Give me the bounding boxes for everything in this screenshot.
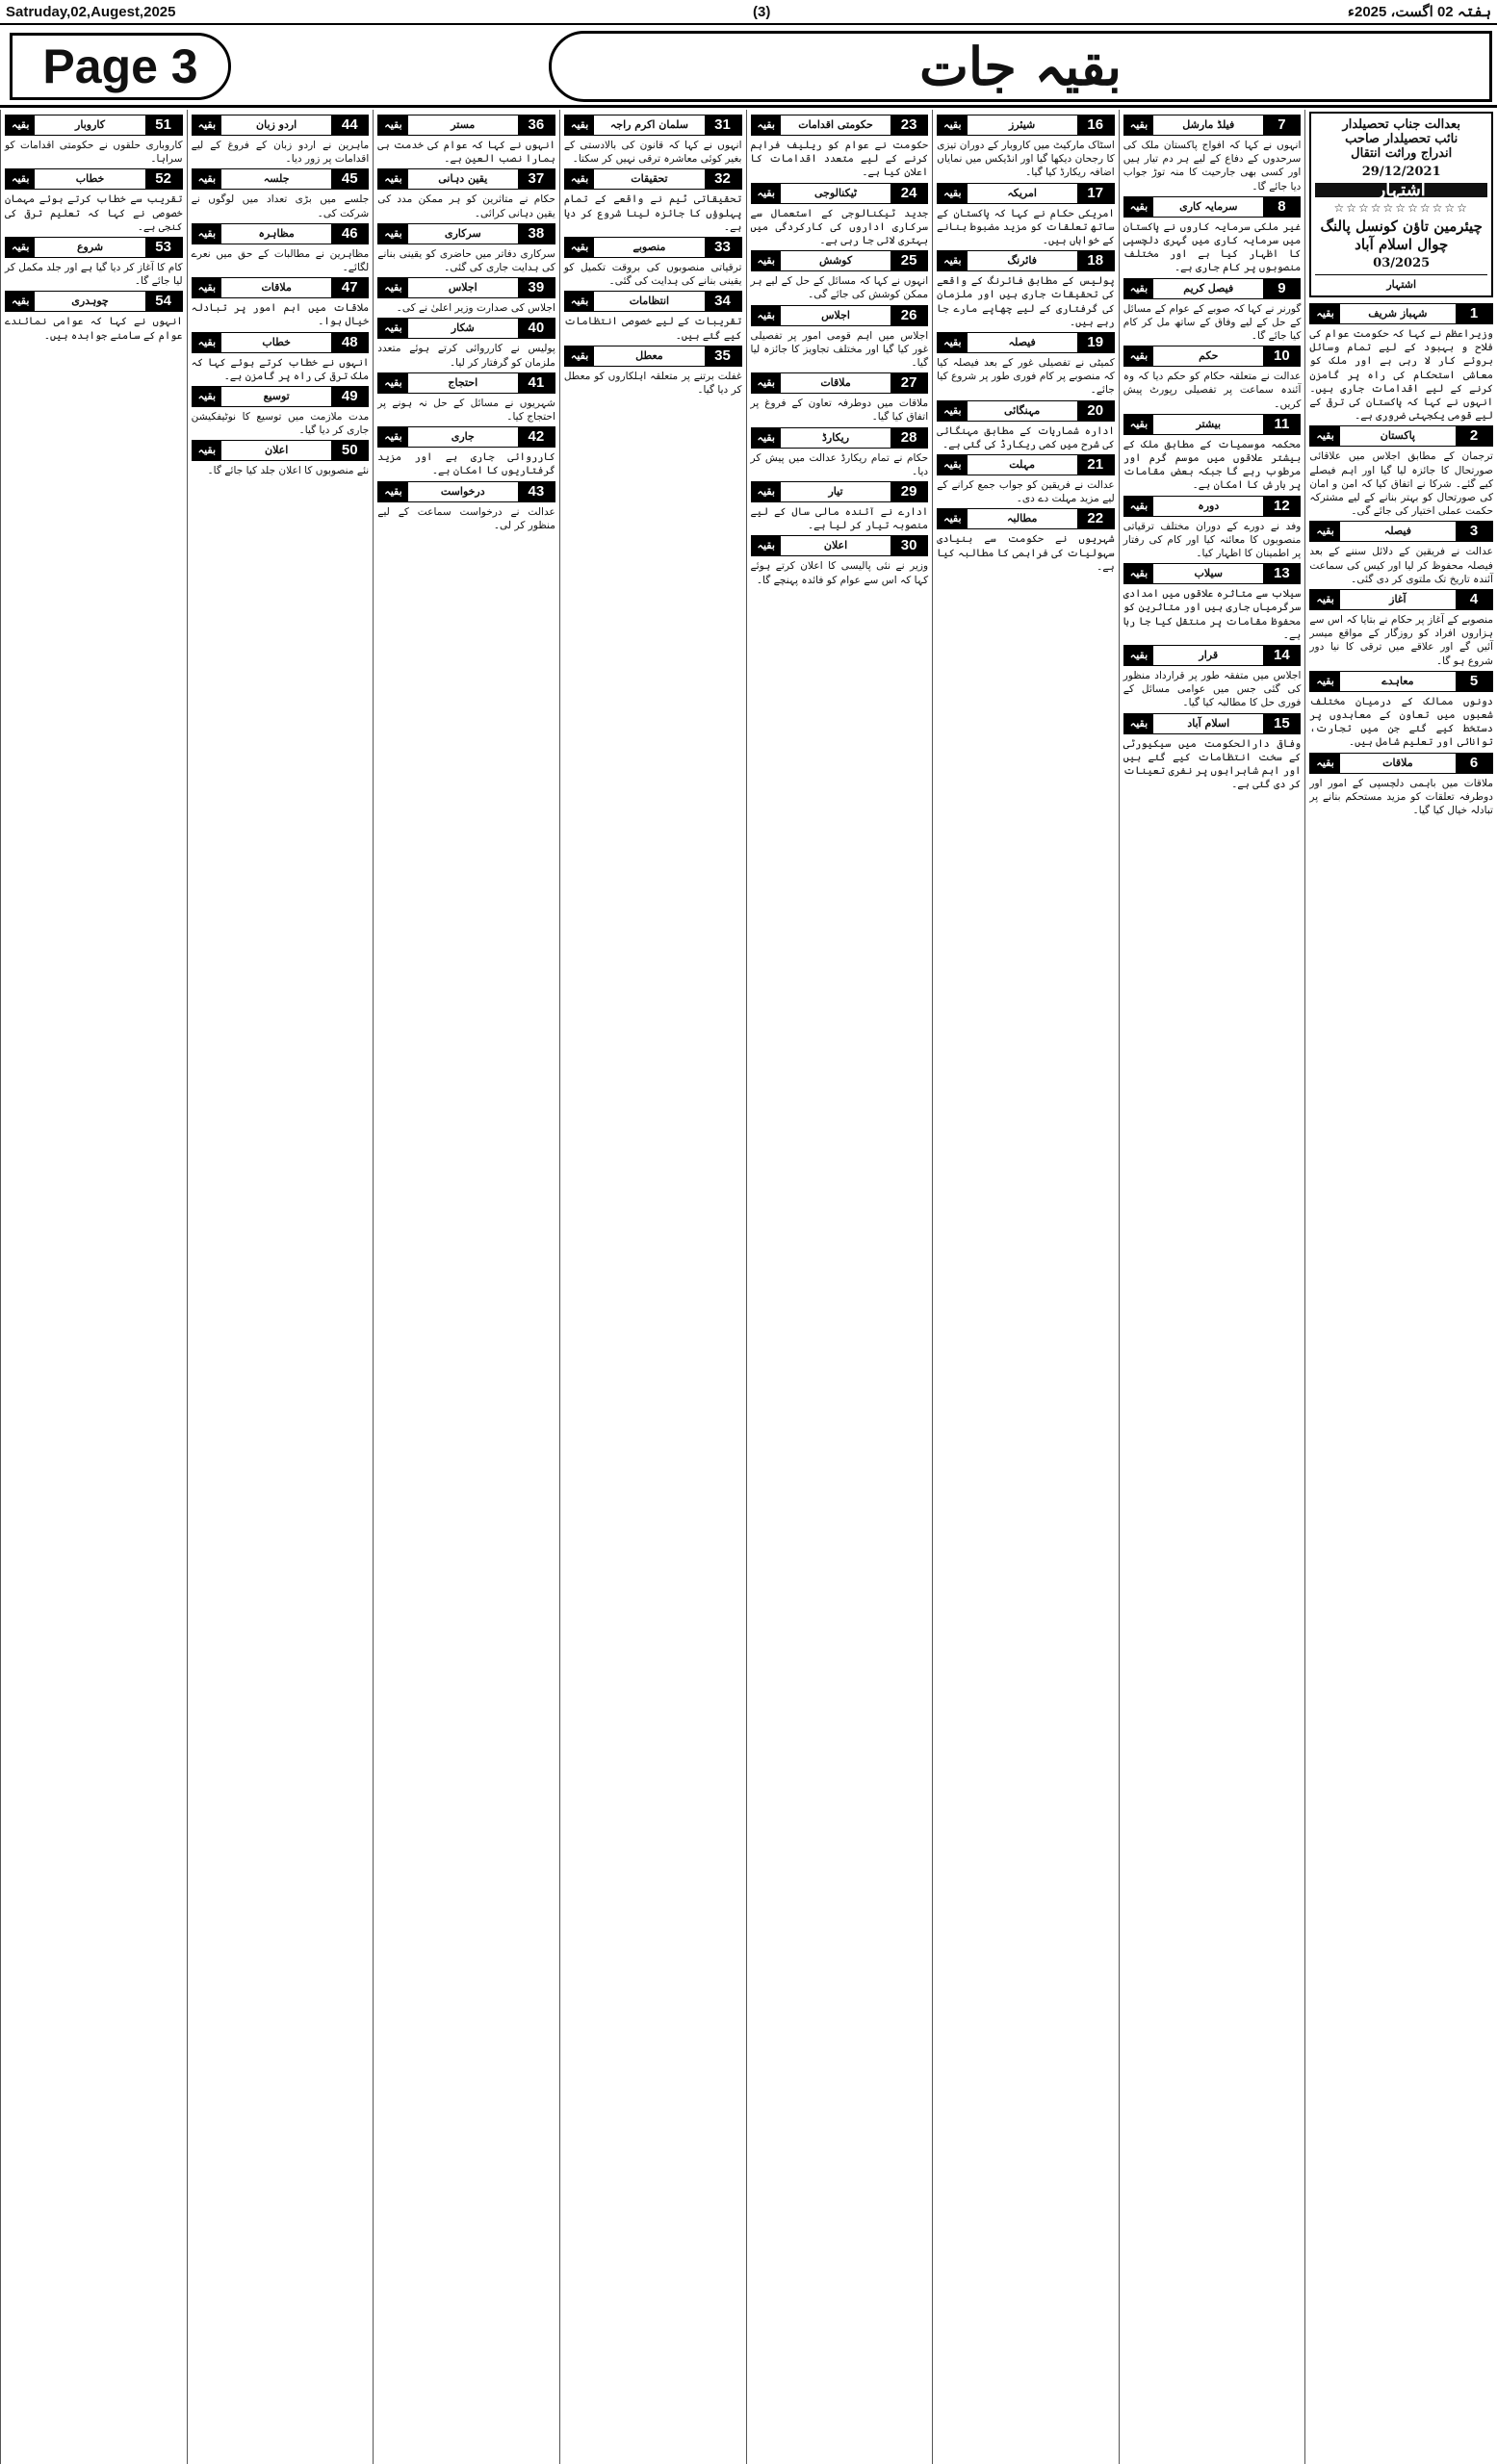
section-number: 41 — [518, 373, 555, 393]
section-title: شہباز شریف — [1368, 306, 1428, 320]
section-title: خطاب — [262, 335, 291, 348]
section-title: امریکہ — [1007, 186, 1037, 199]
section-baqia-label: بقیہ — [752, 536, 781, 555]
section-title: سرکاری — [444, 226, 481, 240]
section-baqia-label: بقیہ — [752, 428, 781, 448]
section-title: فیلڈ مارشل — [1182, 117, 1235, 131]
section-baqia-label: بقیہ — [938, 251, 967, 270]
section-header — [1123, 414, 1302, 435]
section-title: فائرنگ — [1007, 254, 1037, 268]
section-header — [564, 291, 742, 312]
section-number: 11 — [1263, 415, 1300, 434]
section-baqia-label: بقیہ — [378, 278, 407, 297]
section-body: ادارے نے آئندہ مالی سال کے لیے منصوبہ تیار کر لیا ہے۔ — [750, 506, 929, 532]
section-baqia-label: بقیہ — [378, 427, 407, 447]
section-header — [1309, 521, 1493, 542]
section-number: 45 — [331, 169, 368, 189]
section-number: 15 — [1263, 714, 1300, 733]
section-baqia-label: بقیہ — [565, 292, 594, 311]
section-baqia-label: بقیہ — [193, 441, 221, 460]
section-number: 34 — [705, 292, 741, 311]
section-number: 19 — [1077, 333, 1114, 352]
section-body: تقریب سے خطاب کرتے ہوئے مہمان خصوصی نے کہا کہ تعلیم ترقی کی کنجی ہے۔ — [5, 193, 183, 233]
section-number: 17 — [1077, 184, 1114, 203]
section-title: تیار — [828, 484, 843, 498]
section-baqia-label: بقیہ — [938, 455, 967, 475]
section-body: وزیر نے نئی پالیسی کا اعلان کرتے ہوئے کہا کہ اس سے عوام کو فائدہ پہنچے گا۔ — [750, 560, 929, 586]
section-number: 46 — [331, 224, 368, 244]
date-english: Satruday,02,Augest,2025 — [6, 3, 176, 20]
section-header — [751, 115, 929, 136]
section-header — [1123, 563, 1302, 584]
notice-date: 29/12/2021 — [1361, 165, 1441, 179]
section-header — [377, 168, 555, 190]
page-number: (3) — [753, 3, 771, 20]
section-number: 1 — [1456, 304, 1492, 323]
section-number: 7 — [1263, 116, 1300, 135]
section-title: تحقیقات — [631, 172, 668, 186]
section-body: امریکی حکام نے کہا کہ پاکستان کے ساتھ تعلقات کو مزید مضبوط بنانے کے خواہاں ہیں۔ — [937, 207, 1115, 247]
section-baqia-label: بقیہ — [1124, 714, 1153, 733]
section-header — [5, 115, 183, 136]
section-body: ملاقات میں اہم امور پر تبادلہ خیال ہوا۔ — [191, 302, 370, 328]
notice-subtitle: نائب تحصیلدار صاحب — [1345, 132, 1458, 146]
section-header — [1123, 115, 1302, 136]
section-baqia-label: بقیہ — [378, 319, 407, 338]
section-number: 38 — [518, 224, 555, 244]
section-number: 18 — [1077, 251, 1114, 270]
section-body: انہوں نے خطاب کرتے ہوئے کہا کہ ملک ترقی کی راہ پر گامزن ہے۔ — [191, 356, 370, 382]
column-8 — [0, 110, 187, 2464]
section-title: جاری — [451, 430, 475, 444]
section-header — [1123, 278, 1302, 299]
section-header — [192, 277, 370, 298]
section-baqia-label: بقیہ — [1124, 279, 1153, 298]
section-number: 47 — [331, 278, 368, 297]
section-baqia-label: بقیہ — [378, 224, 407, 244]
section-baqia-label: بقیہ — [378, 169, 407, 189]
section-header — [751, 481, 929, 502]
section-baqia-label: بقیہ — [565, 238, 594, 257]
section-body: اجلاس کی صدارت وزیر اعلیٰ نے کی۔ — [396, 302, 555, 315]
section-baqia-label: بقیہ — [1124, 646, 1153, 665]
section-number: 20 — [1077, 401, 1114, 421]
section-baqia-label: بقیہ — [752, 373, 781, 393]
section-body: حکومت نے عوام کو ریلیف فراہم کرنے کے لیے متعدد اقدامات کا اعلان کیا ہے۔ — [750, 140, 929, 179]
section-header — [1123, 496, 1302, 517]
section-header — [377, 372, 555, 394]
section-baqia-label: بقیہ — [1310, 672, 1339, 691]
section-baqia-label: بقیہ — [193, 333, 221, 352]
section-number: 24 — [890, 184, 927, 203]
section-number: 35 — [705, 346, 741, 366]
section-number: 12 — [1263, 497, 1300, 516]
section-baqia-label: بقیہ — [6, 116, 35, 135]
section-title: کاروبار — [75, 117, 105, 131]
section-baqia-label: بقیہ — [938, 184, 967, 203]
section-number: 32 — [705, 169, 741, 189]
section-number: 31 — [705, 116, 741, 135]
section-body: ماہرین نے اردو زبان کے فروغ کے لیے اقدامات پر زور دیا۔ — [191, 140, 370, 166]
section-title: ملاقات — [820, 376, 851, 390]
section-body: انہوں نے کہا کہ عوام کی خدمت ہی ہمارا نصب العین ہے۔ — [377, 140, 555, 166]
section-header — [751, 535, 929, 556]
section-header — [564, 237, 742, 258]
section-body: محکمہ موسمیات کے مطابق ملک کے بیشتر علاقوں میں موسم گرم اور مرطوب رہے گا جبکہ بعض مقامات پر بارش کا امکان ہے۔ — [1123, 438, 1302, 492]
section-header — [377, 277, 555, 298]
section-header — [937, 183, 1115, 204]
section-number: 26 — [890, 306, 927, 325]
section-header — [1309, 589, 1493, 610]
section-baqia-label: بقیہ — [378, 482, 407, 501]
masthead — [0, 27, 1497, 108]
section-title: مہلت — [1009, 457, 1036, 471]
section-title: معطل — [635, 348, 663, 362]
section-body: شہریوں نے مسائل کے حل نہ ہونے پر احتجاج کیا۔ — [377, 397, 555, 424]
section-header — [1309, 303, 1493, 324]
section-baqia-label: بقیہ — [193, 224, 221, 244]
section-baqia-label: بقیہ — [1124, 116, 1153, 135]
section-title: فیصل کریم — [1183, 281, 1234, 295]
section-number: 29 — [890, 482, 927, 501]
section-number: 54 — [145, 292, 182, 311]
section-body: اجلاس میں متفقہ طور پر قرارداد منظور کی گئی جس میں عوامی مسائل کے فوری حل کا مطالبہ کیا گیا۔ — [1123, 670, 1302, 709]
section-body: حکام نے تمام ریکارڈ عدالت میں پیش کر دیا۔ — [750, 451, 929, 477]
notice-agency: اشتہار — [1315, 183, 1487, 197]
section-header — [1309, 671, 1493, 692]
legal-notice — [1309, 112, 1493, 297]
section-title: چوہدری — [71, 295, 109, 308]
section-title: آغاز — [1389, 592, 1407, 605]
section-title: اسلام آباد — [1187, 716, 1230, 730]
section-baqia-label: بقیہ — [1310, 304, 1339, 323]
notice-office: چیئرمین تاؤن کونسل پالنگ — [1320, 218, 1483, 235]
section-number: 36 — [518, 116, 555, 135]
section-title: کوشش — [818, 254, 853, 268]
section-baqia-label: بقیہ — [565, 346, 594, 366]
section-title: جلسہ — [263, 172, 290, 186]
section-title: پاکستان — [1380, 429, 1415, 443]
section-body: وزیراعظم نے کہا کہ حکومت عوام کی فلاح و بہبود کے لیے تمام وسائل بروئے کار لا رہی ہے اور ملک کو معاشی استحکام کی راہ پر گامزن کرنے کے لیے اقدامات جاری ہیں۔ انہوں نے کہا کہ پاکستان کی ترقی کے لیے قومی یکجہتی ضروری ہے۔ — [1309, 328, 1493, 423]
section-number: 16 — [1077, 116, 1114, 135]
section-body: کام کا آغاز کر دیا گیا ہے اور جلد مکمل کر لیا جائے گا۔ — [5, 262, 183, 288]
section-body: انہوں نے کہا کہ افواج پاکستان ملک کی سرحدوں کے دفاع کے لیے ہر دم تیار ہیں اور کسی بھی جارحیت کا منہ توڑ جواب دیا جائے گا۔ — [1123, 140, 1302, 192]
section-header — [192, 386, 370, 407]
section-header — [937, 250, 1115, 271]
section-title: ملاقات — [1382, 756, 1413, 769]
section-number: 42 — [518, 427, 555, 447]
section-number: 37 — [518, 169, 555, 189]
section-body: ملاقات میں باہمی دلچسپی کے امور اور دوطرفہ تعلقات کو مزید مستحکم بنانے پر تبادلہ خیال کیا گیا۔ — [1309, 777, 1493, 817]
section-number: 52 — [145, 169, 182, 189]
column-5 — [559, 110, 746, 2464]
column-4 — [746, 110, 933, 2464]
section-header — [751, 427, 929, 449]
section-title: ملاقات — [261, 281, 292, 295]
section-header — [192, 440, 370, 461]
section-body: اجلاس میں اہم قومی امور پر تفصیلی غور کیا گیا اور مختلف تجاویز کا جائزہ لیا گیا۔ — [750, 329, 929, 370]
section-number: 43 — [518, 482, 555, 501]
section-baqia-label: بقیہ — [1310, 754, 1339, 773]
section-number: 10 — [1263, 346, 1300, 366]
section-number: 30 — [890, 536, 927, 555]
section-body: ترقیاتی منصوبوں کی بروقت تکمیل کو یقینی بنانے کی ہدایت کی گئی۔ — [563, 262, 742, 288]
column-2 — [1119, 110, 1305, 2464]
section-number: 28 — [890, 428, 927, 448]
section-header — [564, 115, 742, 136]
section-number: 50 — [331, 441, 368, 460]
section-number: 33 — [705, 238, 741, 257]
section-number: 44 — [331, 116, 368, 135]
section-baqia-label: بقیہ — [938, 116, 967, 135]
section-body: پولیس نے کارروائی کرتے ہوئے متعدد ملزمان کو گرفتار کر لیا۔ — [377, 343, 555, 369]
section-body: نئے منصوبوں کا اعلان جلد کیا جائے گا۔ — [207, 465, 370, 477]
section-header — [1123, 346, 1302, 367]
section-body: شہریوں نے حکومت سے بنیادی سہولیات کی فراہمی کا مطالبہ کیا ہے۔ — [937, 533, 1115, 573]
section-baqia-label: بقیہ — [1310, 426, 1339, 446]
section-baqia-label: بقیہ — [6, 238, 35, 257]
section-body: عدالت نے فریقین کو جواب جمع کرانے کے لیے مزید مہلت دے دی۔ — [937, 479, 1115, 505]
section-baqia-label: بقیہ — [6, 292, 35, 311]
section-title: منصوبے — [632, 240, 666, 253]
section-number: 39 — [518, 278, 555, 297]
section-body: عدالت نے فریقین کے دلائل سننے کے بعد فیصلہ محفوظ کر لیا اور کیس کی سماعت آئندہ تاریخ تک ملتوی کر دی گئی۔ — [1309, 546, 1493, 585]
column-6 — [373, 110, 559, 2464]
section-number: 21 — [1077, 455, 1114, 475]
section-header — [751, 305, 929, 326]
section-body: تقریبات کے لیے خصوصی انتظامات کیے گئے ہیں۔ — [563, 316, 742, 342]
section-title: اجلاس — [448, 281, 477, 295]
section-number: 51 — [145, 116, 182, 135]
section-body: انہوں نے کہا کہ مسائل کے حل کے لیے ہر ممکن کوشش کی جائے گی۔ — [750, 275, 929, 301]
section-number: 3 — [1456, 522, 1492, 541]
section-baqia-label: بقیہ — [752, 184, 781, 203]
section-title: سرمایہ کاری — [1179, 199, 1238, 213]
section-baqia-label: بقیہ — [193, 278, 221, 297]
section-body: منصوبے کے آغاز پر حکام نے بتایا کہ اس سے ہزاروں افراد کو روزگار کے مواقع میسر آئیں گے اور علاقے میں ترقی کا نیا دور شروع ہو گا۔ — [1309, 614, 1493, 667]
section-baqia-label: بقیہ — [752, 116, 781, 135]
section-header — [564, 346, 742, 367]
section-header — [751, 183, 929, 204]
column-1 — [1304, 110, 1497, 2464]
section-title: بیشتر — [1196, 417, 1222, 430]
section-number: 6 — [1456, 754, 1492, 773]
section-baqia-label: بقیہ — [565, 169, 594, 189]
section-baqia-label: بقیہ — [1310, 522, 1339, 541]
section-header — [751, 250, 929, 271]
section-header — [1123, 645, 1302, 666]
section-baqia-label: بقیہ — [378, 373, 407, 393]
section-number: 53 — [145, 238, 182, 257]
notice-ref: 03/2025 — [1373, 256, 1431, 270]
notice-footer: اشتہار — [1315, 274, 1487, 292]
section-body: سیلاب سے متاثرہ علاقوں میں امدادی سرگرمیاں جاری ہیں اور متاثرین کو محفوظ مقامات پر منتقل کیا جا رہا ہے۔ — [1123, 588, 1302, 641]
section-baqia-label: بقیہ — [193, 387, 221, 406]
section-baqia-label: بقیہ — [938, 333, 967, 352]
section-header — [192, 168, 370, 190]
section-number: 23 — [890, 116, 927, 135]
section-header — [377, 318, 555, 339]
section-title: اعلان — [823, 539, 848, 552]
section-header — [5, 237, 183, 258]
section-title: سلمان اکرم راجہ — [609, 117, 688, 131]
notice-place: چوال اسلام آباد — [1355, 236, 1449, 253]
page-title: بقیہ جات — [549, 31, 1492, 102]
section-number: 2 — [1456, 426, 1492, 446]
section-baqia-label: بقیہ — [1310, 590, 1339, 609]
section-title: توسیع — [263, 389, 290, 402]
section-number: 22 — [1077, 509, 1114, 528]
section-header — [564, 168, 742, 190]
section-header — [937, 332, 1115, 353]
section-title: فیصلہ — [1383, 525, 1411, 538]
section-title: سیلاب — [1194, 567, 1223, 580]
section-header — [377, 481, 555, 502]
columns-area — [0, 110, 1497, 2464]
section-title: مہنگائی — [1003, 403, 1041, 417]
section-header — [5, 291, 183, 312]
section-body: سرکاری دفاتر میں حاضری کو یقینی بنانے کی ہدایت جاری کی گئی۔ — [377, 247, 555, 274]
section-baqia-label: بقیہ — [193, 169, 221, 189]
section-header — [5, 168, 183, 190]
notice-stars: ☆☆☆☆☆☆☆☆☆☆☆ — [1333, 201, 1469, 215]
section-baqia-label: بقیہ — [1124, 415, 1153, 434]
section-title: مطالبہ — [1006, 512, 1038, 526]
section-number: 5 — [1456, 672, 1492, 691]
section-title: ریکارڈ — [822, 430, 850, 444]
section-baqia-label: بقیہ — [1124, 197, 1153, 217]
section-body: انہوں نے کہا کہ عوامی نمائندے عوام کے سامنے جوابدہ ہیں۔ — [5, 316, 183, 342]
section-header — [1309, 425, 1493, 447]
section-title: درخواست — [440, 484, 485, 498]
section-body: جدید ٹیکنالوجی کے استعمال سے سرکاری اداروں کی کارکردگی میں بہتری لائی جا رہی ہے۔ — [750, 207, 929, 247]
section-baqia-label: بقیہ — [1124, 497, 1153, 516]
section-body: کارروائی جاری ہے اور مزید گرفتاریوں کا امکان ہے۔ — [377, 451, 555, 477]
notice-heading: اندراج وراثت انتقال — [1351, 146, 1453, 161]
section-body: ادارہ شماریات کے مطابق مہنگائی کی شرح میں کمی ریکارڈ کی گئی ہے۔ — [937, 424, 1115, 450]
section-title: فیصلہ — [1008, 335, 1036, 348]
section-baqia-label: بقیہ — [752, 306, 781, 325]
section-title: اعلان — [265, 444, 289, 457]
section-body: عدالت نے متعلقہ حکام کو حکم دیا کہ وہ آئندہ سماعت پر تفصیلی رپورٹ پیش کریں۔ — [1123, 371, 1302, 410]
section-body: حکام نے متاثرین کو ہر ممکن مدد کی یقین دہانی کرائی۔ — [377, 193, 555, 219]
section-number: 48 — [331, 333, 368, 352]
section-title: قرار — [1199, 648, 1219, 661]
section-baqia-label: بقیہ — [193, 116, 221, 135]
section-number: 40 — [518, 319, 555, 338]
section-header — [937, 454, 1115, 475]
section-header — [377, 115, 555, 136]
section-baqia-label: بقیہ — [565, 116, 594, 135]
section-number: 14 — [1263, 646, 1300, 665]
section-body: تحقیقاتی ٹیم نے واقعے کے تمام پہلوؤں کا جائزہ لینا شروع کر دیا ہے۔ — [563, 193, 742, 233]
section-body: وفد نے دورے کے دوران مختلف ترقیاتی منصوبوں کا معائنہ کیا اور کام کی رفتار پر اطمینان کا اظہار کیا۔ — [1123, 520, 1302, 560]
section-body: کاروباری حلقوں نے حکومتی اقدامات کو سراہا۔ — [5, 140, 183, 166]
section-body: اسٹاک مارکیٹ میں کاروبار کے دوران تیزی کا رجحان دیکھا گیا اور انڈیکس میں نمایاں اضافہ ریکارڈ کیا گیا۔ — [937, 140, 1115, 179]
section-header — [937, 115, 1115, 136]
section-title: دورہ — [1198, 499, 1220, 512]
page-label: Page 3 — [10, 33, 231, 100]
section-header — [937, 400, 1115, 422]
section-body: پولیس کے مطابق فائرنگ کے واقعے کی تحقیقات جاری ہیں اور ملزمان کی گرفتاری کے لیے چھاپے مارے جا رہے ہیں۔ — [937, 275, 1115, 328]
section-baqia-label: بقیہ — [752, 251, 781, 270]
section-title: حکومتی اقدامات — [798, 117, 873, 131]
section-header — [192, 223, 370, 244]
section-number: 9 — [1263, 279, 1300, 298]
section-header — [377, 426, 555, 448]
section-body: غیر ملکی سرمایہ کاروں نے پاکستان میں سرمایہ کاری میں گہری دلچسپی کا اظہار کیا ہے اور مختلف منصوبوں پر کام جاری ہے۔ — [1123, 220, 1302, 274]
section-title: مظاہرہ — [258, 226, 295, 240]
section-title: انتظامات — [629, 295, 670, 308]
section-baqia-label: بقیہ — [378, 116, 407, 135]
section-title: مستر — [451, 117, 476, 131]
section-baqia-label: بقیہ — [1124, 346, 1153, 366]
section-baqia-label: بقیہ — [6, 169, 35, 189]
section-title: احتجاج — [448, 375, 478, 389]
column-3 — [932, 110, 1119, 2464]
section-title: خطاب — [75, 172, 105, 186]
section-header — [1309, 753, 1493, 774]
section-header — [1123, 196, 1302, 218]
section-baqia-label: بقیہ — [752, 482, 781, 501]
section-body: جلسے میں بڑی تعداد میں لوگوں نے شرکت کی۔ — [191, 193, 370, 219]
section-title: ٹیکنالوجی — [813, 186, 858, 199]
section-header — [937, 508, 1115, 529]
section-baqia-label: بقیہ — [1124, 564, 1153, 583]
section-number: 25 — [890, 251, 927, 270]
section-number: 27 — [890, 373, 927, 393]
section-body: غفلت برتنے پر متعلقہ اہلکاروں کو معطل کر دیا گیا۔ — [563, 370, 742, 397]
section-body: دونوں ممالک کے درمیان مختلف شعبوں میں تعاون کے معاہدوں پر دستخط کیے گئے جن میں تجارت، توانائی اور تعلیم شامل ہیں۔ — [1309, 695, 1493, 749]
section-number: 4 — [1456, 590, 1492, 609]
section-body: مظاہرین نے مطالبات کے حق میں نعرے لگائے۔ — [191, 247, 370, 274]
section-body: گورنر نے کہا کہ صوبے کے عوام کے مسائل کے حل کے لیے وفاق کے ساتھ مل کر کام کیا جائے گا۔ — [1123, 302, 1302, 343]
section-body: انہوں نے کہا کہ قانون کی بالادستی کے بغیر کوئی معاشرہ ترقی نہیں کر سکتا۔ — [563, 140, 742, 166]
section-header — [192, 115, 370, 136]
section-title: یقین دہانی — [438, 172, 488, 186]
section-baqia-label: بقیہ — [938, 509, 967, 528]
section-baqia-label: بقیہ — [938, 401, 967, 421]
section-body: مدت ملازمت میں توسیع کا نوٹیفکیشن جاری کر دیا گیا۔ — [191, 411, 370, 437]
section-body: ترجمان کے مطابق اجلاس میں علاقائی صورتحال کا جائزہ لیا گیا اور اہم فیصلے کیے گئے۔ شرکا نے اتفاق کیا کہ امن و امان کی صورتحال کو بہتر بنانے کے لیے مشترکہ حکمت عملی اختیار کی جائے گی۔ — [1309, 450, 1493, 518]
date-urdu: ہفتہ 02 اگست، 2025ء — [1347, 4, 1491, 20]
section-number: 8 — [1263, 197, 1300, 217]
section-header — [1123, 713, 1302, 734]
section-title: حکم — [1199, 349, 1219, 363]
section-title: معاہدے — [1381, 674, 1414, 687]
column-7 — [187, 110, 374, 2464]
section-body: کمیٹی نے تفصیلی غور کے بعد فیصلہ کیا کہ منصوبے پر کام فوری طور پر شروع کیا جائے۔ — [937, 357, 1115, 397]
section-header — [192, 332, 370, 353]
section-header — [751, 372, 929, 394]
section-title: اردو زبان — [256, 117, 297, 131]
section-body: ملاقات میں دوطرفہ تعاون کے فروغ پر اتفاق کیا گیا۔ — [750, 398, 929, 424]
section-title: اجلاس — [821, 308, 850, 321]
section-title: شکار — [451, 321, 475, 335]
date-bar — [0, 0, 1497, 25]
section-header — [377, 223, 555, 244]
section-body: وفاقی دارالحکومت میں سیکیورٹی کے سخت انتظامات کیے گئے ہیں اور اہم شاہراہوں پر نفری تعینات کر دی گئی ہے۔ — [1123, 737, 1302, 791]
section-title: شروع — [76, 240, 104, 253]
notice-title: بعدالت جناب تحصیلدار — [1342, 117, 1460, 132]
section-body: عدالت نے درخواست سماعت کے لیے منظور کر لی۔ — [377, 505, 555, 531]
section-number: 49 — [331, 387, 368, 406]
section-title: شیئرز — [1009, 117, 1036, 131]
section-number: 13 — [1263, 564, 1300, 583]
